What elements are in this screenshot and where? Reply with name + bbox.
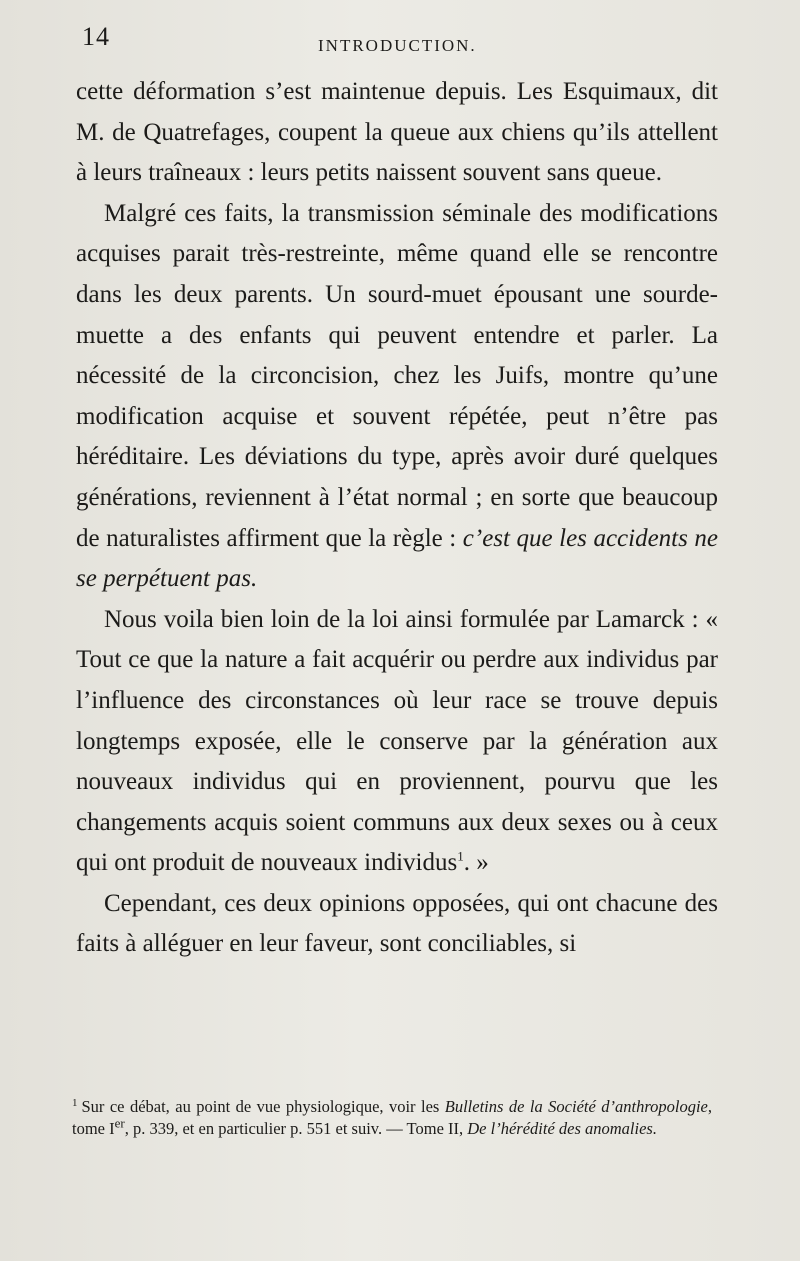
italic-text: De l’hérédité des anomalies. xyxy=(467,1118,657,1138)
text-run: , p. 339, et en particulier p. 551 et suiv. — Tome II, xyxy=(124,1118,468,1138)
italic-text: c’est que les accidents ne se perpétuent pas. xyxy=(76,524,718,593)
footnote-mark: 1 xyxy=(72,1096,78,1109)
running-head: INTRODUCTION. xyxy=(318,36,477,55)
text-run: Sur ce débat, au point de vue physiologique, voir les xyxy=(81,1097,445,1116)
paragraph xyxy=(76,600,718,884)
text-run: . » xyxy=(463,849,489,877)
paragraph xyxy=(76,884,718,965)
text-run: Cependant, ces deux opinions opposées, qui ont chacune des faits à alléguer en leur faveur, sont conciliables, si xyxy=(76,889,718,958)
text-run: , tome I xyxy=(72,1097,712,1138)
footnote xyxy=(72,1096,712,1139)
paragraph xyxy=(76,72,718,194)
paragraph xyxy=(76,194,718,600)
superscript: er xyxy=(114,1115,125,1130)
text-run: cette déformation s’est maintenue depuis. Les Esquimaux, dit M. de Quatrefages, coupent la queue aux chiens qu’ils attellent à leurs traîneaux : leurs petits naissent souvent sans queue. xyxy=(76,78,718,187)
italic-text: Bulletins de la Société d’anthropologie xyxy=(444,1097,708,1116)
body-text xyxy=(76,72,718,965)
footnote-text xyxy=(72,1097,712,1138)
page-number: 14 xyxy=(82,22,110,51)
text-run: Nous voila bien loin de la loi ainsi formulée par Lamarck : « Tout ce que la nature a fait acquérir ou perdre aux individus par l’influence des circonstances où leur race se trouve depuis longtemps exposée, elle le conserve par la génération aux nouveaux individus qui en proviennent, pourvu que les changements acquis soient communs aux deux sexes ou à ceux qui ont produit de nouveaux individus xyxy=(76,605,718,877)
superscript: 1 xyxy=(457,848,464,864)
text-run: Malgré ces faits, la transmission séminale des modifications acquises parait très-restreinte, même quand elle se rencontre dans les deux parents. Un sourd-muet épousant une sourde-muette a des enfants qui peuvent entendre et parler. La nécessité de la circoncision, chez les Juifs, montre qu’une modification acquise et souvent répétée, peut n’être pas héréditaire. Les déviations du type, après avoir duré quelques générations, reviennent à l’état normal ; en sorte que beaucoup de naturalistes affirment que la règle : xyxy=(76,199,718,552)
page-header xyxy=(82,22,722,62)
